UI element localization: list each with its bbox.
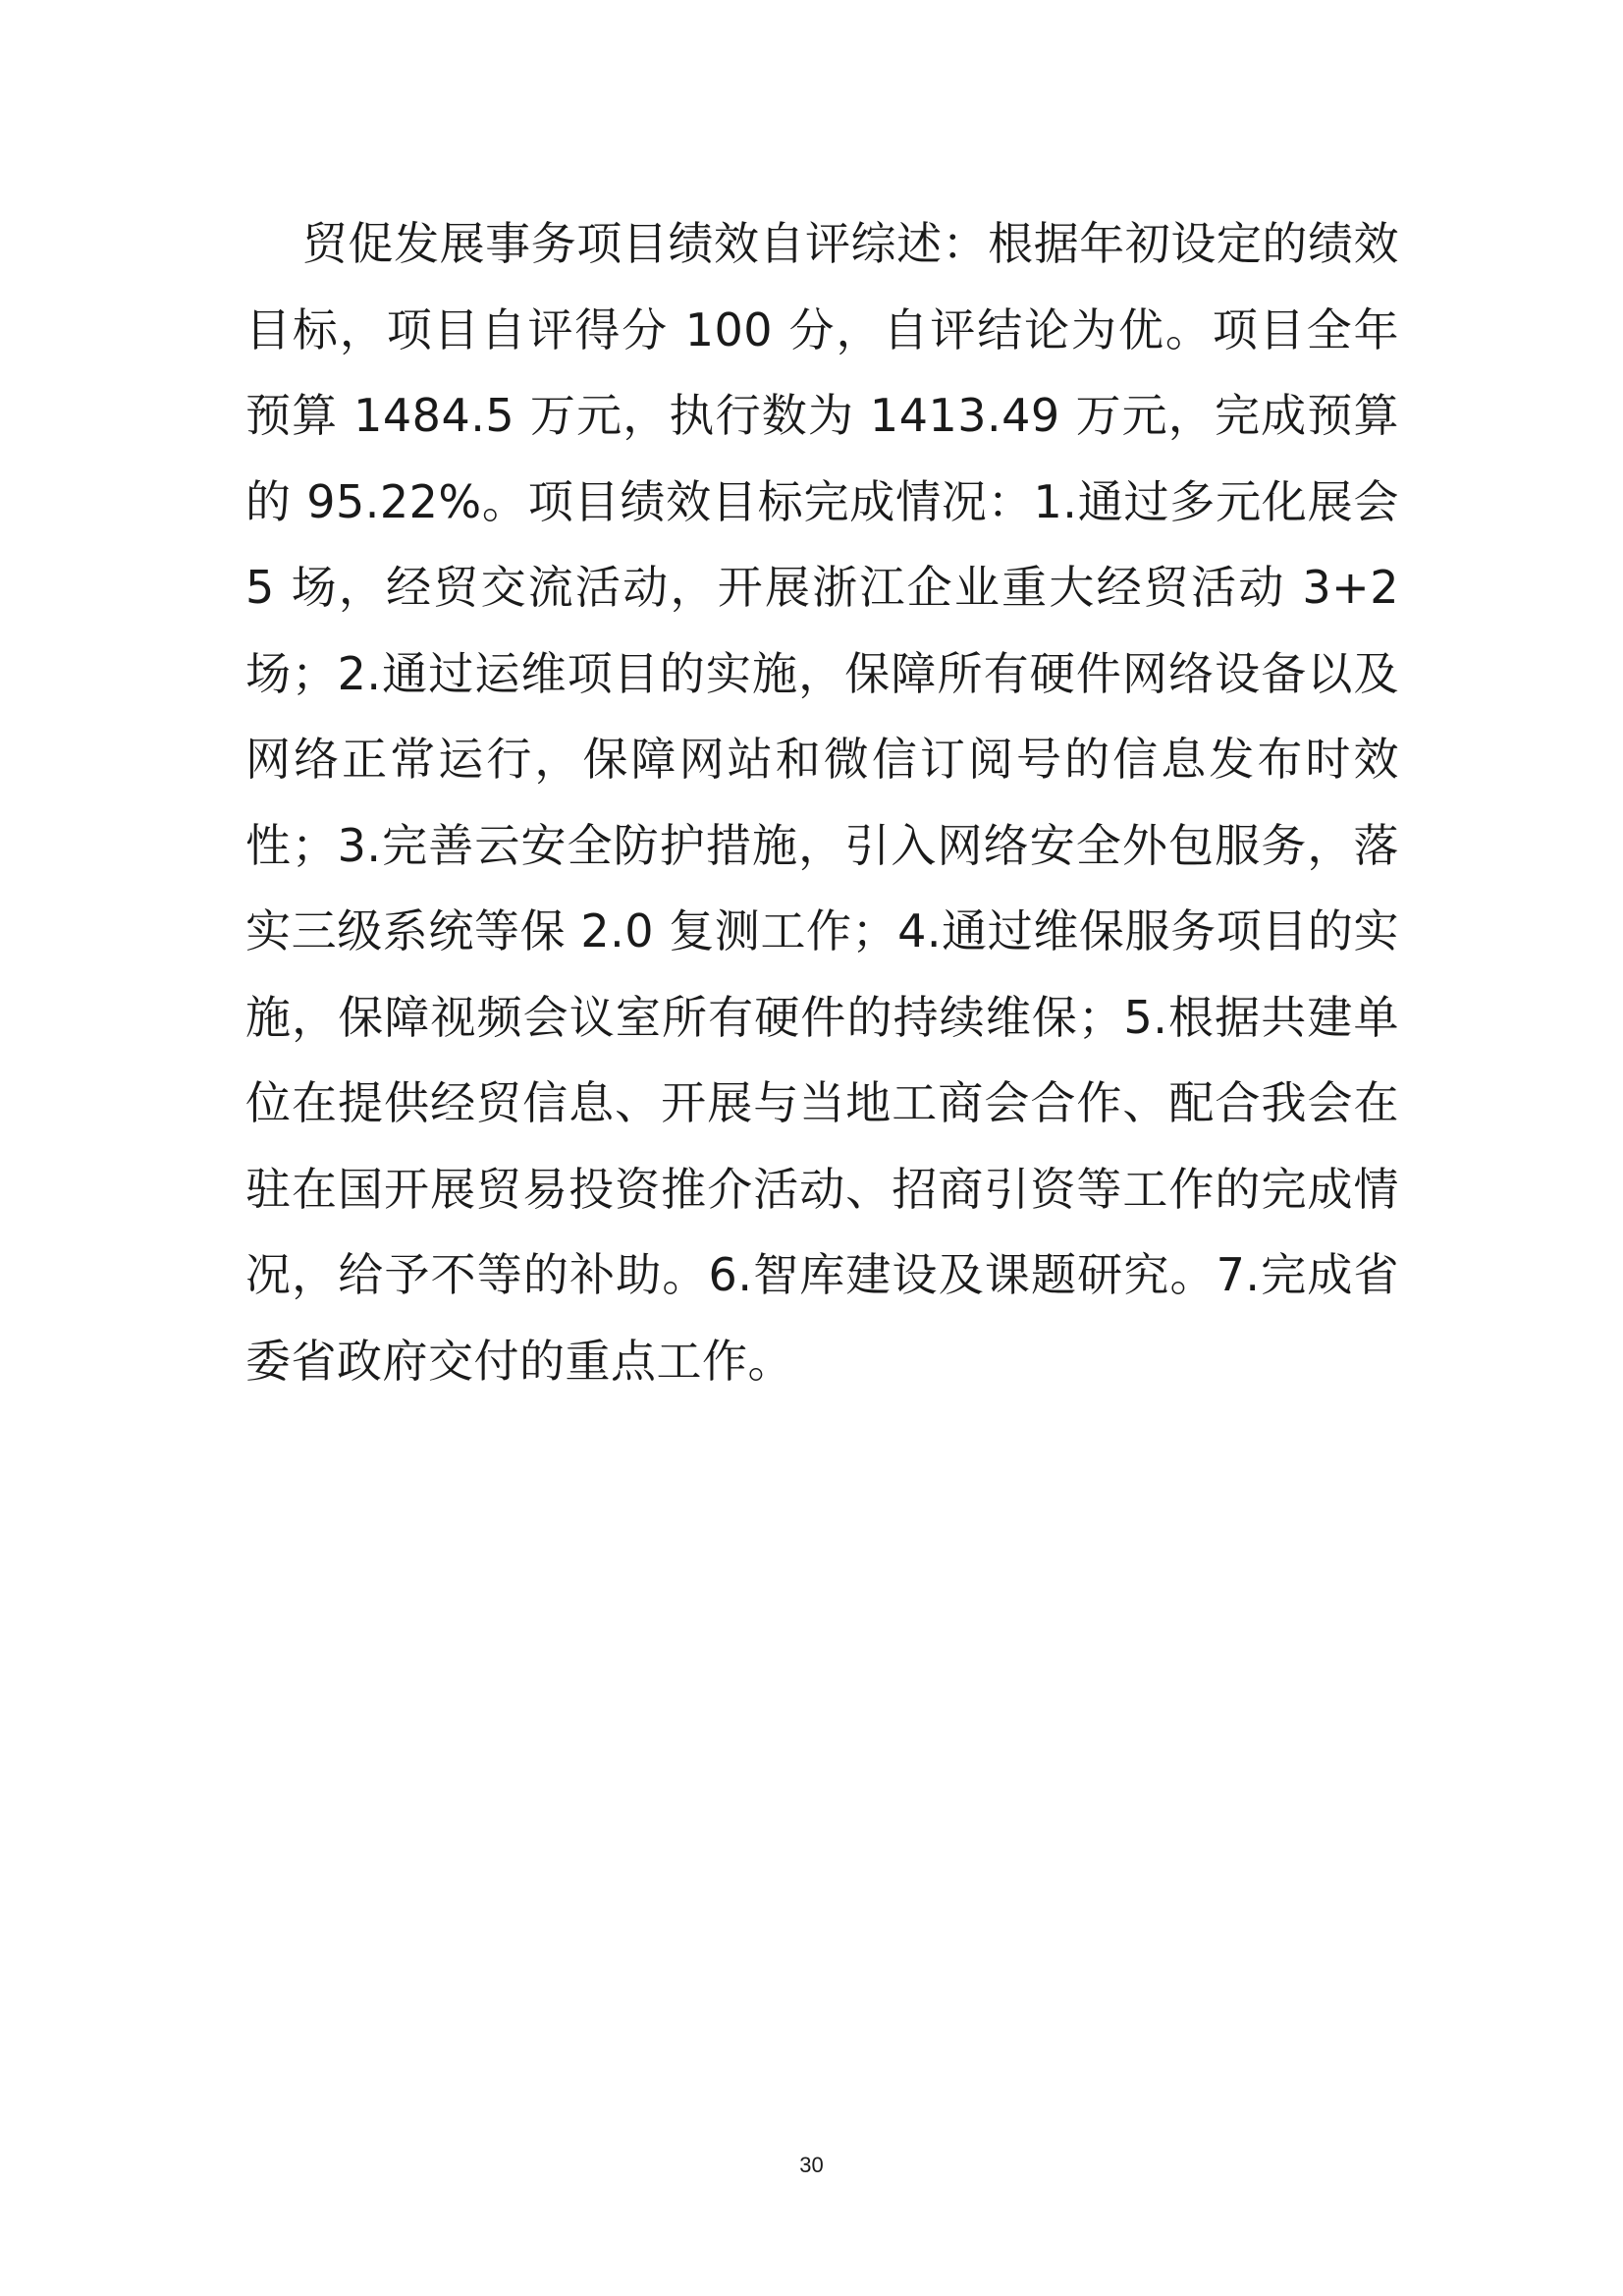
page-number: 30	[799, 2153, 824, 2177]
body-paragraph: 贸促发展事务项目绩效自评综述：根据年初设定的绩效目标，项目自评得分 100 分，自评结论为优。项目全年预算 1484.5 万元，执行数为 1413.49 万元，完成预算的 95.22%。项目绩效目标完成情况：1.通过多元化展会 5 场，经贸交流活动，开展浙江企业重大经贸活动 3+2 场；2.通过运维项目的实施，保障所有硬件网络设备以及网络正常运行，保障网站和微信订阅号的信息发布时效性；3.完善云安全防护措施，引入网络安全外包服务，落实三级系统等保 2.0 复测工作；4.通过维保服务项目的实施，保障视频会议室所有硬件的持续维保；5.根据共建单位在提供经贸信息、开展与当地工商会合作、配合我会在驻在国开展贸易投资推介活动、招商引资等工作的完成情况，给予不等的补助。6.智库建设及课题研究。7.完成省委省政府交付的重点工作。	[245, 217, 1399, 1388]
